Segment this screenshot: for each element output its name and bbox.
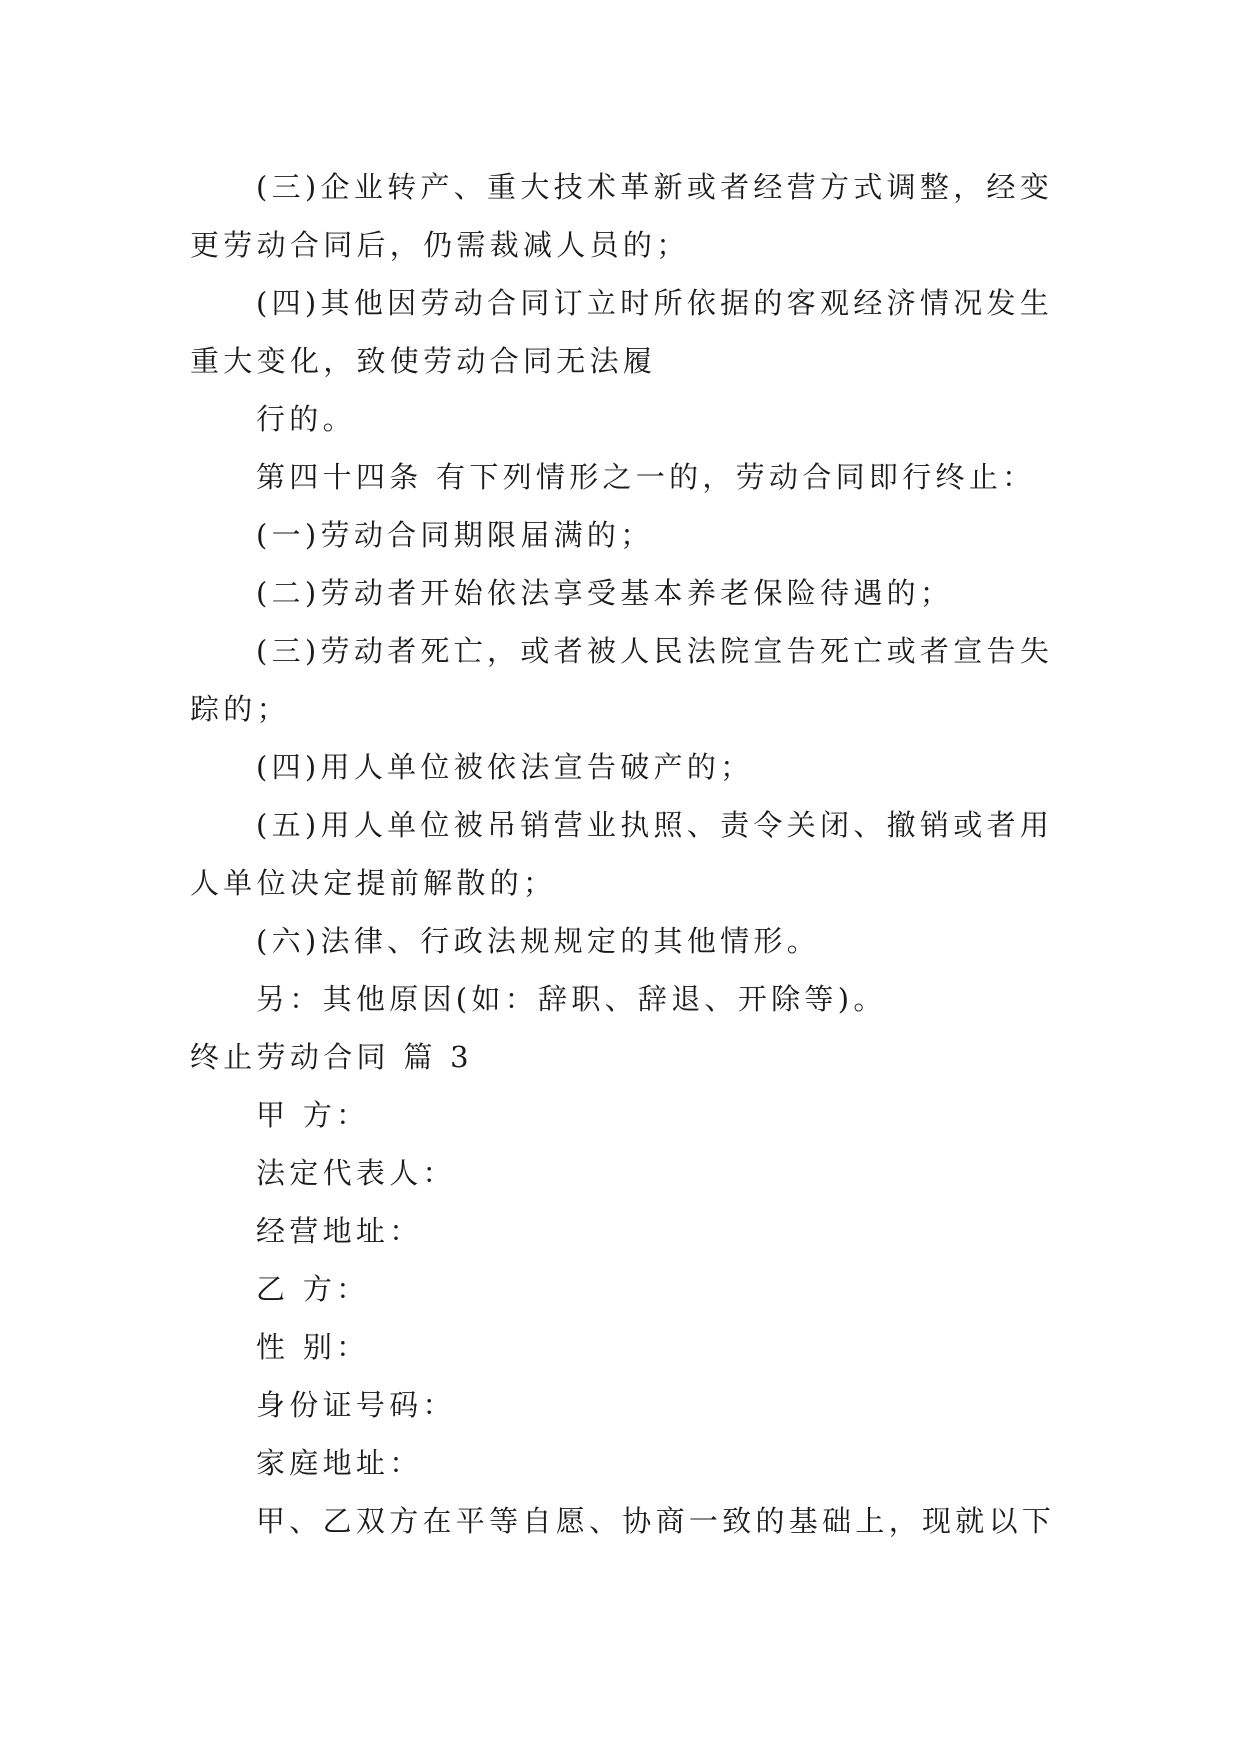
list-item-continuation: 踪的；	[190, 692, 290, 726]
gender-field: 性 别：	[256, 1330, 370, 1364]
party-a-field: 甲 方：	[256, 1098, 370, 1132]
paragraph-line: (三)企业转产、重大技术革新或者经营方式调整，经变	[256, 170, 1054, 204]
party-b-field: 乙 方：	[256, 1272, 370, 1306]
paragraph-line: 甲、乙双方在平等自愿、协商一致的基础上，现就以下	[256, 1504, 1056, 1538]
home-address-field: 家庭地址：	[256, 1446, 423, 1480]
paragraph-line: (四)其他因劳动合同订立时所依据的客观经济情况发生	[256, 286, 1054, 320]
list-item-continuation: 人单位决定提前解散的；	[190, 866, 557, 900]
legal-representative-field: 法定代表人：	[256, 1156, 456, 1190]
list-item: (二)劳动者开始依法享受基本养老保险待遇的；	[256, 576, 954, 610]
list-item: (六)法律、行政法规规定的其他情形。	[256, 924, 821, 958]
paragraph-line: 重大变化，致使劳动合同无法履	[190, 344, 657, 378]
list-item: (五)用人单位被吊销营业执照、责令关闭、撤销或者用	[256, 808, 1054, 842]
article-heading-line: 第四十四条 有下列情形之一的，劳动合同即行终止：	[256, 460, 1036, 494]
list-item: (三)劳动者死亡，或者被人民法院宣告死亡或者宣告失	[256, 634, 1054, 668]
business-address-field: 经营地址：	[256, 1214, 423, 1248]
paragraph-line: 行的。	[256, 402, 356, 436]
paragraph-line: 更劳动合同后，仍需裁减人员的；	[190, 228, 690, 262]
note-line: 另：其他原因(如：辞职、辞退、开除等)。	[256, 982, 887, 1016]
document-body	[190, 158, 1056, 1550]
section-title: 终止劳动合同 篇 3	[190, 1040, 473, 1074]
list-item: (一)劳动合同期限届满的；	[256, 518, 654, 552]
list-item: (四)用人单位被依法宣告破产的；	[256, 750, 754, 784]
id-number-field: 身份证号码：	[256, 1388, 456, 1422]
